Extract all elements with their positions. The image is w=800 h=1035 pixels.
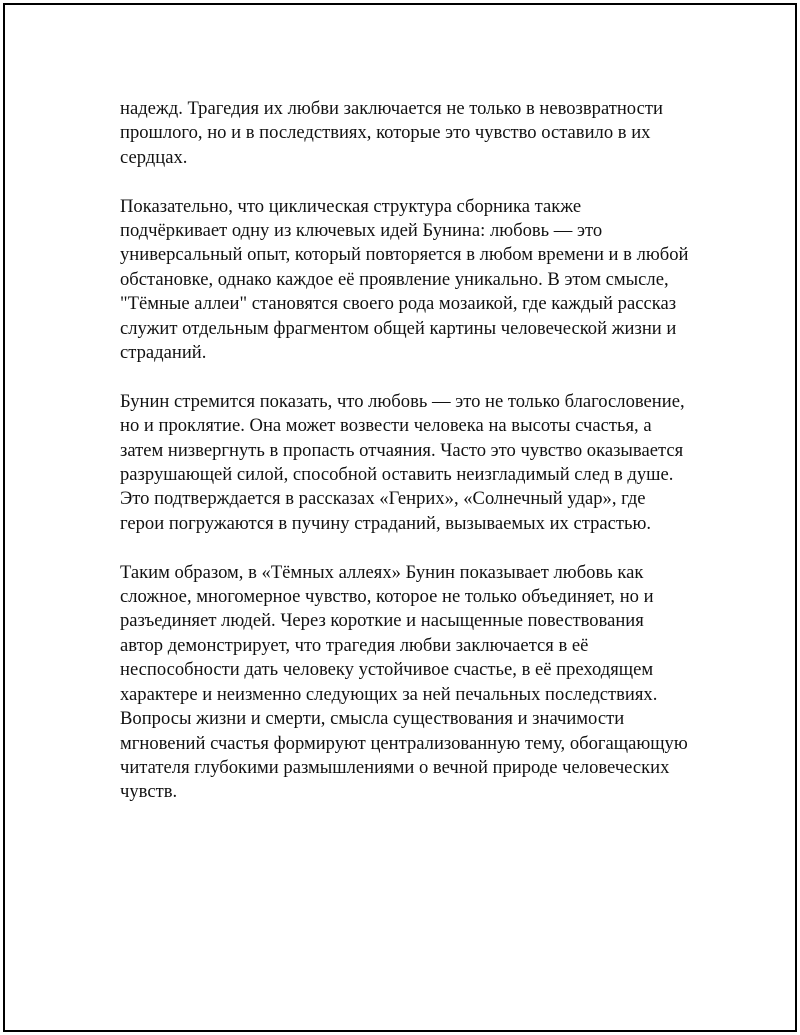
document-body — [120, 97, 700, 829]
paragraph-2: Показательно, что циклическая структура сборника также подчёркивает одну из ключевых идей Бунина: любовь — это универсальный опыт, который повторяется в любом времени и в любой обстановке, однако каждое её проявление уникально. В этом смысле, "Тёмные аллеи" становятся своего рода мозаикой, где каждый рассказ служит отдельным фрагментом общей картины человеческой жизни и страданий. — [120, 195, 689, 364]
paragraph-1: надежд. Трагедия их любви заключается не только в невозвратности прошлого, но и в последствиях, которые это чувство оставило в их сердцах. — [120, 98, 663, 168]
document-page — [3, 3, 797, 1032]
paragraph-4: Таким образом, в «Тёмных аллеях» Бунин показывает любовь как сложное, многомерное чувство, которое не только объединяет, но и разъединяет людей. Через короткие и насыщенные повествования автор демонстрирует, что трагедия любви заключается в её неспособности дать человеку устойчивое счастье, в её преходящем характере и неизменно следующих за ней печальных последствиях. Вопросы жизни и смерти, смысла существования и значимости мгновений счастья формируют централизованную тему, обогащающую читателя глубокими размышлениями о вечной природе человеческих чувств. — [120, 561, 688, 803]
paragraph-3: Бунин стремится показать, что любовь — это не только благословение, но и проклятие. Она может возвести человека на высоты счастья, а затем низвергнуть в пропасть отчаяния. Часто это чувство оказывается разрушающей силой, способной оставить неизгладимый след в душе. Это подтверждается в рассказах «Генрих», «Солнечный удар», где герои погружаются в пучину страданий, вызываемых их страстью. — [120, 390, 685, 534]
